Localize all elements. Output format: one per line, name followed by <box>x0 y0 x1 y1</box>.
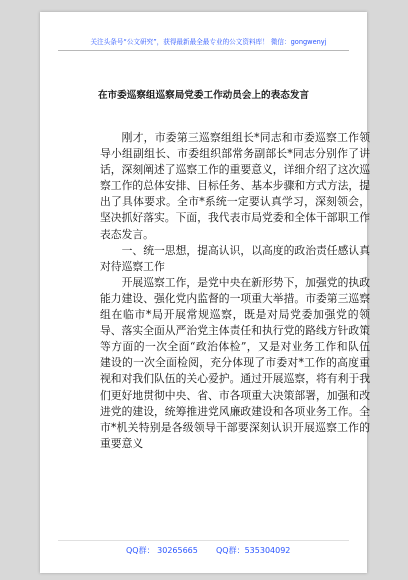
header-divider <box>58 50 349 51</box>
document-page <box>40 12 370 573</box>
section-heading-1: 一、统一思想，提高认识，以高度的政治责任感认真对待巡察工作 <box>100 243 370 273</box>
footer-divider <box>58 540 349 541</box>
footer-qq-group-2: QQ群：535304092 <box>216 546 291 555</box>
header-promo-note: 关注头条号“公文研究”，获得最新最全最专业的公文资料库！ 微信：gongwenyj <box>90 38 327 46</box>
document-body <box>100 130 370 452</box>
document-title: 在市委巡察组巡察局党委工作动员会上的表态发言 <box>97 90 310 101</box>
paragraph-section-1: 开展巡察工作，是党中央在新形势下，加强党的执政能力建设、强化党内监督的一项重大举措。市委第三巡察组在临市*局开展常规巡察，既是对局党委加强党的领导、落实全面从严治党主体责任和执行党的路线方针政策等方面的一次全面“政治体检”，又是对业务工作和队伍建设的一次全面检阅，充分体现了市委对*工作的高度重视和对我们队伍的关心爱护。通过开展巡察，将有利于我们更好地贯彻中央、省、市各项重大决策部署，加强和改进党的建设，统筹推进党风廉政建设和各项业务工作。全市*机关特别是各级领导干部要深刻认识开展巡察工作的重要意义 <box>100 275 370 450</box>
paragraph-intro: 刚才，市委第三巡察组组长*同志和市委巡察工作领导小组副组长、市委组织部常务副部长*同志分别作了讲话，深刻阐述了巡察工作的重要意义，详细介绍了这次巡察工作的总体安排、目标任务、基本步骤和方式方法，提出了具体要求。全市*系统一定要认真学习，深刻领会，坚决抓好落实。下面，我代表市局党委和全体干部职工作表态发言。 <box>100 131 370 241</box>
footer-qq-group-1: QQ群： 30265665 <box>126 546 198 555</box>
